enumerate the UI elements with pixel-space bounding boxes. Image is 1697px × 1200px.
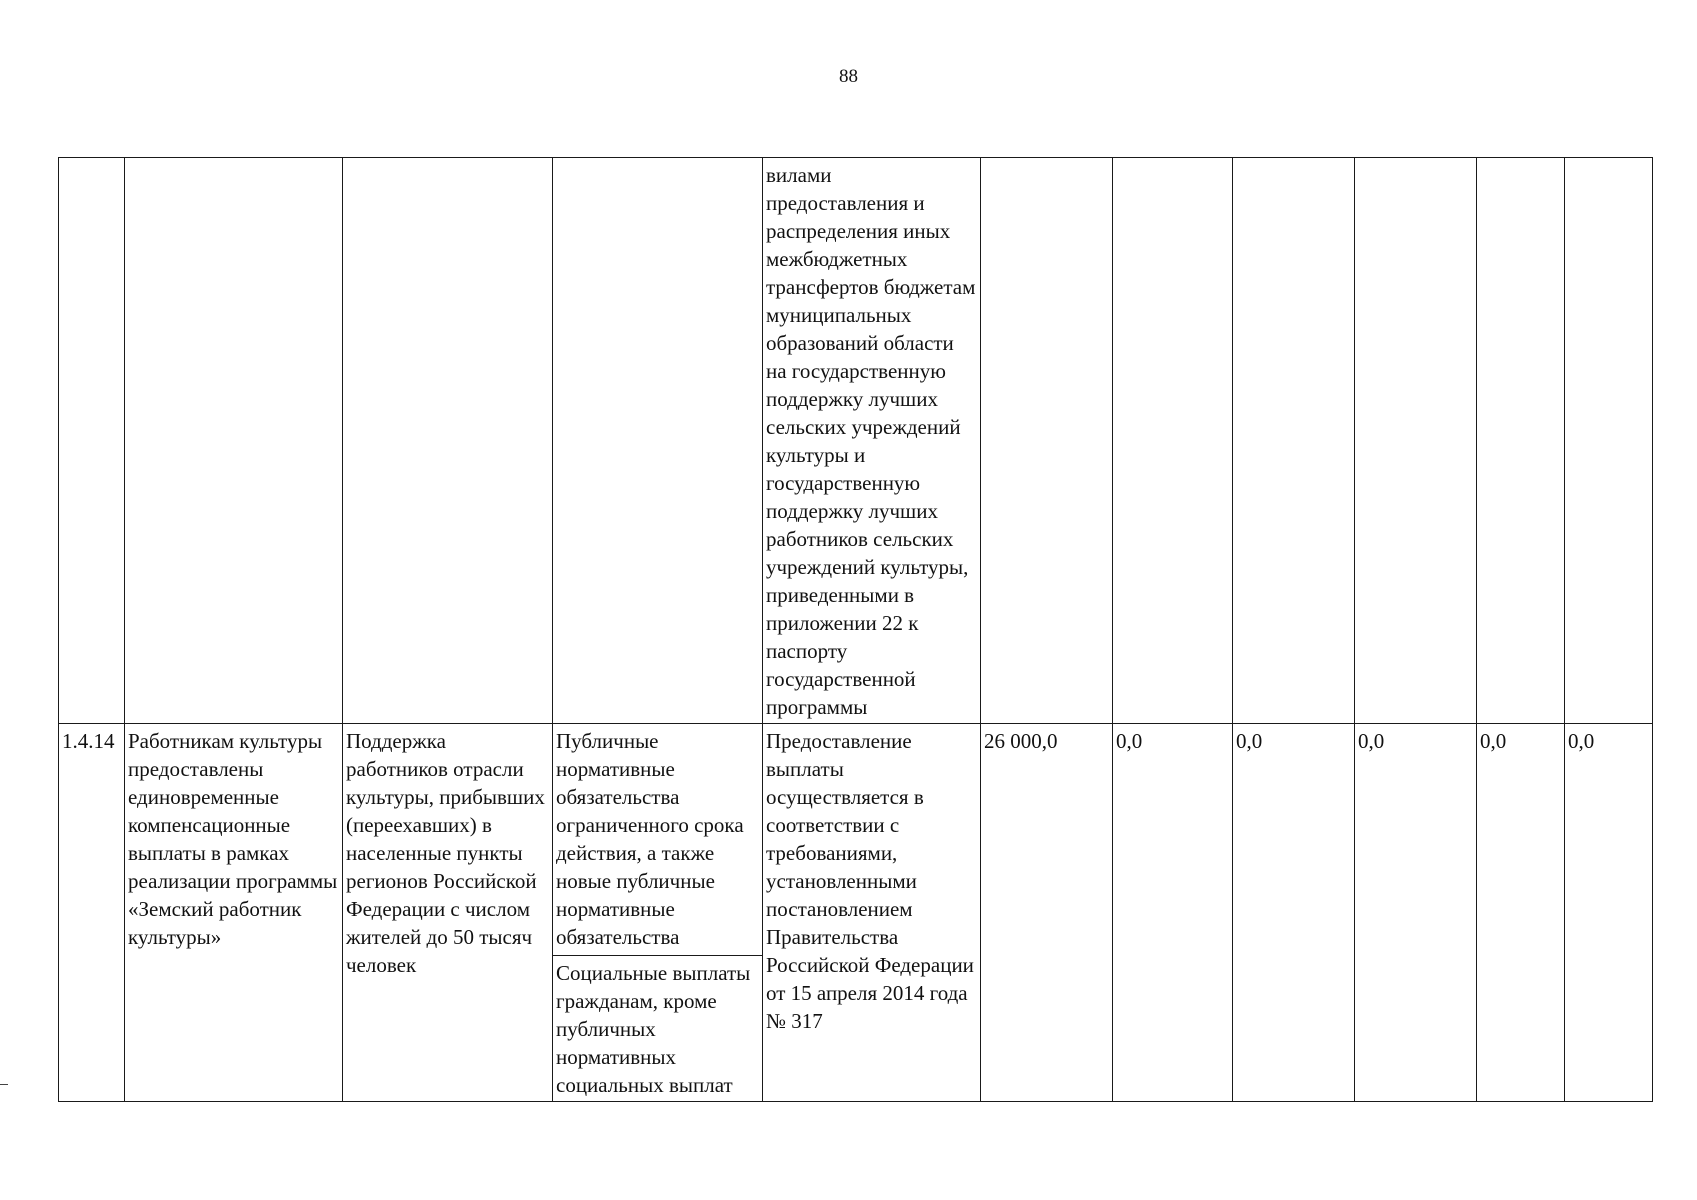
budget-table <box>58 157 1653 1102</box>
scan-margin-mark <box>0 1084 8 1085</box>
table-cell <box>981 158 1113 724</box>
table-cell <box>1477 158 1565 724</box>
result-cell: Работникам культуры предоставлены единовременные компенсационные выплаты в рамках реализации программы «Земский работник культуры» <box>125 724 343 1102</box>
table-cell <box>1233 158 1355 724</box>
table-cell <box>1565 158 1653 724</box>
expense-type-cell <box>553 724 763 1102</box>
measure-cell: Поддержка работников отрасли культуры, прибывших (переехавших) в населенные пункты регионов Российской Федерации с числом жителей до 50 тысяч человек <box>343 724 553 1102</box>
table-row-continuation <box>59 158 1653 724</box>
table-cell <box>553 158 763 724</box>
table-cell <box>59 158 125 724</box>
table-row <box>59 724 1653 1102</box>
table-cell <box>343 158 553 724</box>
expense-type-social: Социальные выплаты гражданам, кроме публичных нормативных социальных выплат <box>556 961 751 1097</box>
table-cell <box>125 158 343 724</box>
value-cell-3: 0,0 <box>1233 724 1355 1102</box>
expense-type-public: Публичные нормативные обязательства ограниченного срока действия, а также новые публичные нормативные обязательства <box>553 724 762 956</box>
value-cell-4: 0,0 <box>1355 724 1477 1102</box>
value-cell-2: 0,0 <box>1113 724 1233 1102</box>
value-cell-5: 0,0 <box>1477 724 1565 1102</box>
continuation-mechanism-cell: вилами предоставления и распределения иных межбюджетных трансфертов бюджетам муниципальных образований области на государственную поддержку лучших сельских учреждений культуры и государственную поддержку лучших работников сельских учреждений культуры, приведенными в приложении 22 к паспорту государственной программы <box>763 158 981 724</box>
table-cell <box>1113 158 1233 724</box>
page-number: 88 <box>839 66 858 87</box>
table-cell <box>1355 158 1477 724</box>
row-number-cell: 1.4.14 <box>59 724 125 1102</box>
mechanism-cell: Предоставление выплаты осуществляется в соответствии с требованиями, установленными постановлением Правительства Российской Федерации от 15 апреля 2014 года № 317 <box>763 724 981 1102</box>
value-cell-1: 26 000,0 <box>981 724 1113 1102</box>
value-cell-6: 0,0 <box>1565 724 1653 1102</box>
